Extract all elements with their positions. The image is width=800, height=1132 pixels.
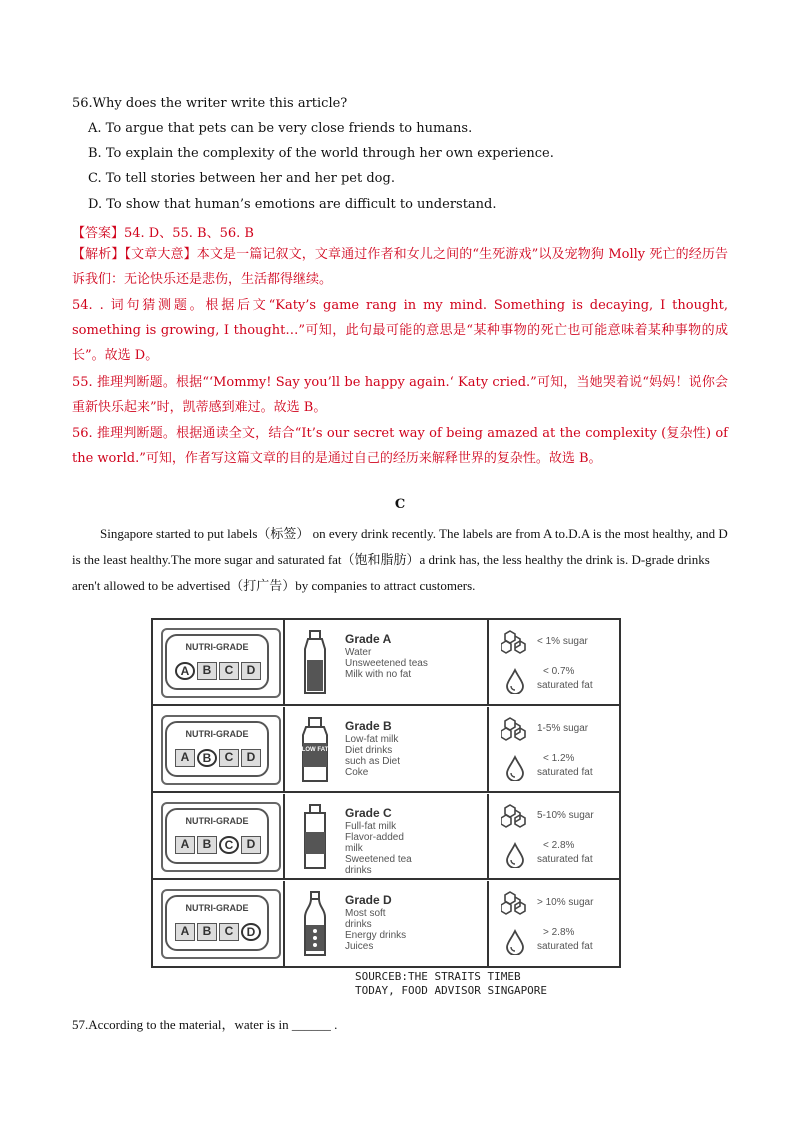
soda-bottle-icon (299, 891, 331, 957)
section-heading: C (394, 497, 406, 512)
grade-examples: Full-fat milk Flavor-added milk Sweetened tea drinks (345, 821, 412, 876)
fat-drop-icon (505, 929, 525, 955)
drink-examples-cell (285, 707, 489, 791)
nutrition-limits-cell (489, 881, 619, 967)
grade-row (153, 794, 619, 880)
grade-letter: A (175, 749, 195, 767)
grade-letters (175, 662, 261, 680)
fat-limit: > 2.8% (543, 927, 575, 938)
sugar-limit: < 1% sugar (537, 636, 588, 647)
drink-examples-cell (285, 881, 489, 967)
sugar-limit: 5-10% sugar (537, 810, 594, 821)
grade-row (153, 881, 619, 967)
nutri-grade-badge-cell (153, 707, 285, 791)
badge-title: NUTRI-GRADE (185, 729, 249, 739)
q56-option-a: A. To argue that pets can be very close friends to humans. (88, 121, 473, 136)
grade-letter: B (197, 836, 217, 854)
q56-option-d: D. To show that human’s emotions are difficult to understand. (88, 197, 497, 212)
tea-bottle-icon (299, 804, 331, 870)
grade-name: Grade B (345, 719, 392, 733)
drink-examples-cell (285, 794, 489, 878)
nutri-grade-badge (165, 808, 269, 864)
source-line-1: SOURCEB:THE STRAITS TIMEB (355, 970, 521, 983)
badge-title: NUTRI-GRADE (185, 816, 249, 826)
explanation-56: 56. 推理判断题。根据通读全文，结合“It’s our secret way of being amazed at the complexity (复杂性) of the world.”可知，作者写这篇文章的目的是通过自己的经历来解释世界的复杂性。故选 B。 (72, 426, 728, 466)
grade-name: Grade A (345, 632, 392, 646)
grade-letter: C (219, 662, 239, 680)
grade-letters (175, 923, 261, 941)
grade-letter: D (241, 662, 261, 680)
q56-stem: 56.Why does the writer write this article? (72, 96, 348, 111)
grade-letter: B (197, 662, 217, 680)
grade-examples: Low-fat milk Diet drinks such as Diet Coke (345, 734, 401, 778)
grade-letter: B (197, 923, 217, 941)
source-line-2: TODAY, FOOD ADVISOR SINGAPORE (355, 984, 548, 997)
grade-letter: D (241, 836, 261, 854)
fat-drop-icon (505, 842, 525, 868)
fat-drop-icon (505, 668, 525, 694)
grade-examples: Water Unsweetened teas Milk with no fat (345, 647, 428, 680)
sugar-cubes-icon (501, 717, 529, 741)
fat-drop-icon (505, 755, 525, 781)
nutri-grade-badge-cell (153, 794, 285, 878)
fat-limit: < 1.2% (543, 753, 575, 764)
nutri-grade-badge-cell (153, 881, 285, 967)
fat-label: saturated fat (537, 767, 593, 778)
grade-row (153, 707, 619, 793)
water-bottle-icon (299, 630, 331, 696)
grade-letter: D (241, 749, 261, 767)
explanation-54: 54. . 词句猜测题。根据后文“Katy’s game rang in my mind. Something is decaying, I thought, something is growing, I thought…”可知，此句最可能的意思是“某种事物的死亡也可能意味着某种事物的成长”。故选 D。 (72, 298, 728, 363)
nutri-grade-badge-cell (153, 620, 285, 704)
q57-stem: 57.According to the material，water is in ______ . (72, 1017, 338, 1032)
grade-name: Grade D (345, 893, 392, 907)
grade-examples: Most soft drinks Energy drinks Juices (345, 908, 407, 952)
fat-limit: < 2.8% (543, 840, 575, 851)
answer-line: 【答案】54. D、55. B、56. B (72, 226, 254, 241)
explanation-55: 55. 推理判断题。根据“‘Mommy! Say you’ll be happy again.‘ Katy cried.”可知，当她哭着说“妈妈！说你会重新快乐起来”时，凯蒂感到难过。故选 B。 (72, 375, 728, 415)
q56-option-b: B. To explain the complexity of the world through her own experience. (88, 146, 554, 161)
fat-label: saturated fat (537, 854, 593, 865)
drink-examples-cell (285, 620, 489, 704)
badge-title: NUTRI-GRADE (185, 903, 249, 913)
badge-title: NUTRI-GRADE (185, 642, 249, 652)
sugar-limit: > 10% sugar (537, 897, 594, 908)
fat-limit: < 0.7% (543, 666, 575, 677)
fat-label: saturated fat (537, 680, 593, 691)
grade-letter: A (175, 923, 195, 941)
nutri-grade-table (151, 618, 621, 968)
q56-option-c: C. To tell stories between her and her pet dog. (88, 171, 395, 186)
nutri-grade-badge (165, 721, 269, 777)
grade-letter: C (219, 749, 239, 767)
sugar-cubes-icon (501, 804, 529, 828)
nutri-grade-badge (165, 895, 269, 951)
grade-row (153, 620, 619, 706)
grade-letter: A (175, 836, 195, 854)
sugar-cubes-icon (501, 891, 529, 915)
analysis-text: 【解析】【文章大意】本文是一篇记叙文，文章通过作者和女儿之间的“生死游戏”以及宠物狗 Molly 死亡的经历告诉我们：无论快乐还是悲伤，生活都得继续。 (72, 247, 728, 287)
grade-letter: A (175, 662, 195, 680)
nutrition-limits-cell (489, 620, 619, 704)
grade-letters (175, 836, 261, 854)
fat-label: saturated fat (537, 941, 593, 952)
grade-letter: B (197, 749, 217, 767)
grade-letter: C (219, 923, 239, 941)
grade-name: Grade C (345, 806, 392, 820)
nutri-grade-badge (165, 634, 269, 690)
sugar-limit: 1-5% sugar (537, 723, 589, 734)
nutrition-limits-cell (489, 707, 619, 791)
grade-letters (175, 749, 261, 767)
grade-letter: D (241, 923, 261, 941)
grade-letter: C (219, 836, 239, 854)
passage-text: Singapore started to put labels（标签） on every drink recently. The labels are from A to.D.A is the most healthy, and D is the least healthy.The more sugar and saturated fat（饱和脂肪）a drink has, the less healthy the drink is. D-grade drinks aren't allowed to be advertised（打广告）by companies to attract customers. (72, 526, 728, 593)
sugar-cubes-icon (501, 630, 529, 654)
low-fat-label: LOW FAT (301, 747, 329, 753)
nutrition-limits-cell (489, 794, 619, 878)
